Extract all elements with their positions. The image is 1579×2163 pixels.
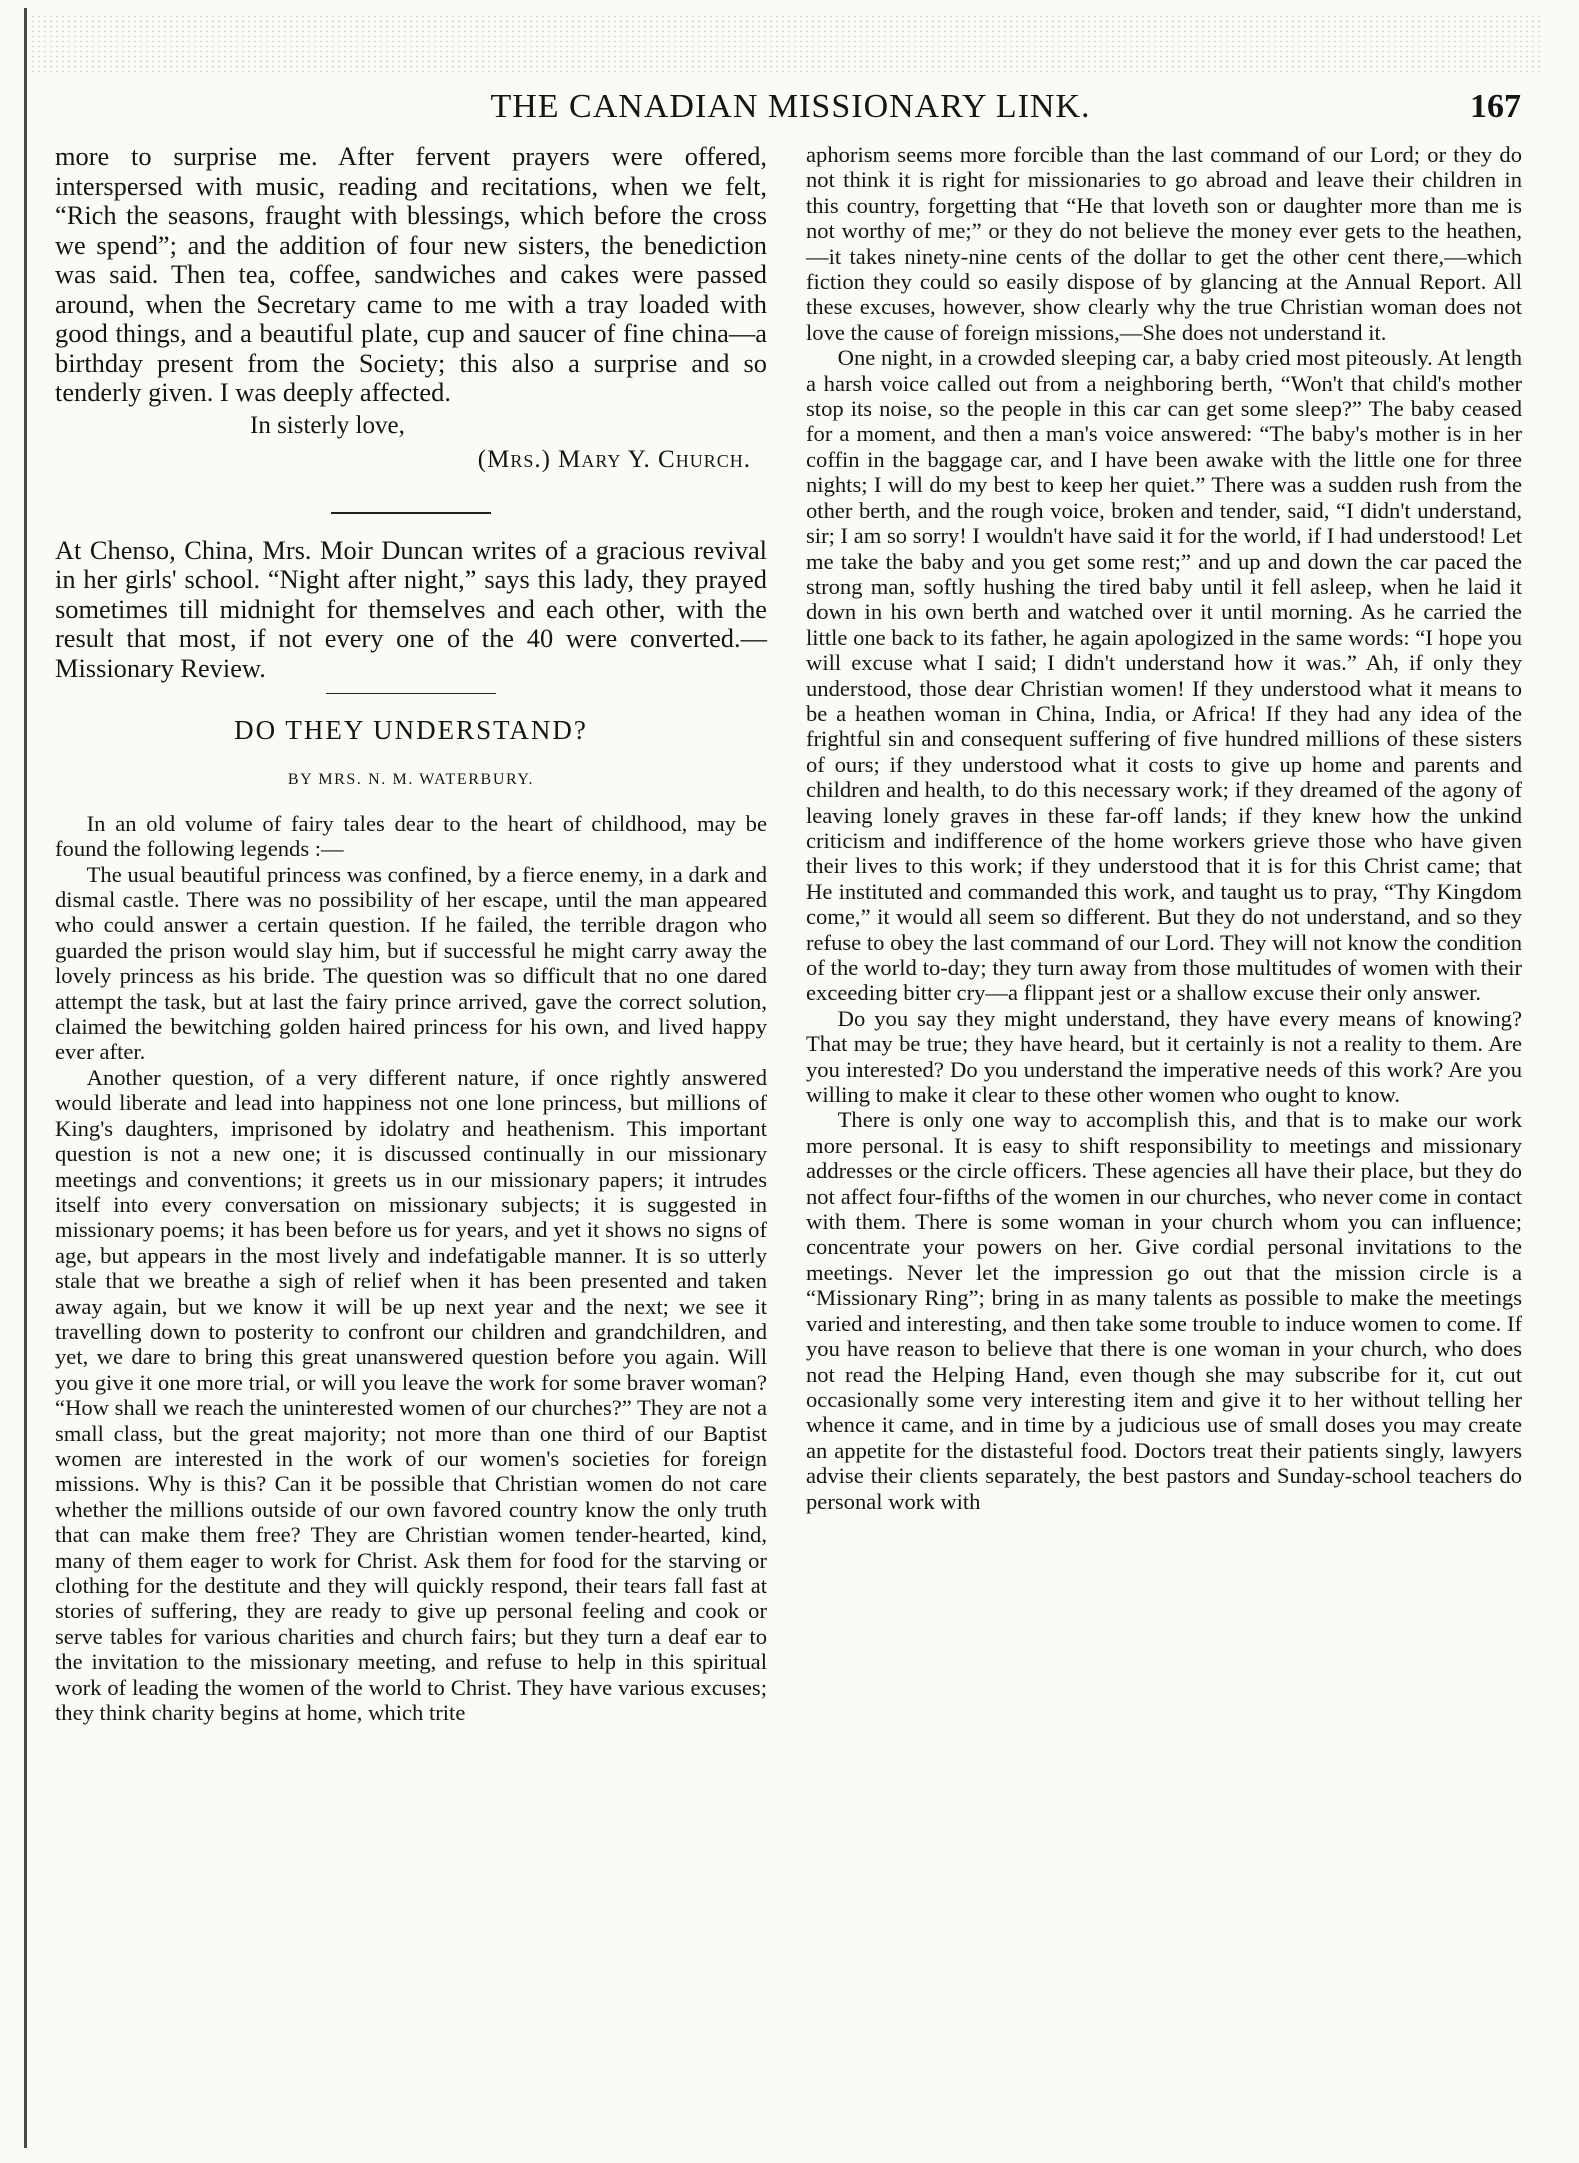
article-paragraph: One night, in a crowded sleeping car, a baby cried most piteously. At length a harsh voice called out from a neighboring berth, “Won't that child's mother stop its noise, so the people in this car can get some sleep?” The baby ceased for a moment, and then a man's voice answered: “The baby's mother is in her coffin in the baggage car, and I have been awake with the little one for three nights; I will do my best to keep her quiet.” There was a sudden rush from the other berth, and the rough voice, broken and tender, said, “I didn't understand, sir; I am so sorry! I wouldn't have said it for the world, if I had understood! Let me take the baby and you get some rest;” and up and down the car paced the strong man, softly hushing the tired baby until it fell asleep, when he laid it down in his own berth and watched over it until morning. As he carried the little one back to its father, he again apologized in the same words: “I hope you will excuse what I said; I didn't understand how it was.” Ah, if only they understood, those dear Christian women! If they understood what it means to be a heathen woman in China, India, or Africa! If they had any idea of the frightful sin and consequent suffering of five hundred millions of these sisters of ours; if they understood what it costs to give up home and parents and children and health, to do this necessary work; if they dreamed of the agony of leaving lonely graves in these far-off lands; if they knew how the unkind criticism and indifference of the home workers grieve those who have given their lives to this work; if they understood that it is for this Christ came; that He instituted and commanded this work, and taught us to pray, “Thy Kingdom come,” it would all seem so different. But they do not understand, and so they refuse to obey the last command of our Lord. They will not know the condition of the world to-day; they turn away from those multitudes of women with their exceeding bitter cry—a flippant jest or a shallow excuse their only answer. — [806, 345, 1522, 1006]
letter-signature: (Mrs.) Mary Y. Church. — [477, 445, 751, 473]
scan-noise — [30, 14, 1540, 74]
article-paragraph: aphorism seems more forcible than the last command of our Lord; or they do not think it is right for missionaries to go abroad and leave their children in this country, forgetting that “He that loveth son or daughter more than me is not worthy of me;” or they do not believe the money ever gets to the heathen,—it takes ninety-nine cents of the dollar to get the other cent there,—which fiction they could so easily dispose of by glancing at the Annual Report. All these excuses, however, show clearly why the true Christian woman does not love the cause of foreign missions,—She does not understand it. — [806, 142, 1522, 345]
scan-edge-line — [24, 8, 27, 2148]
running-header — [60, 88, 1521, 134]
right-column — [806, 142, 1522, 1514]
article-heading: DO THEY UNDERSTAND? — [234, 715, 588, 745]
letter-closing: In sisterly love, — [250, 411, 405, 439]
letter-paragraph: more to surprise me. After fervent prayers were offered, interspersed with music, reading and recitations, when we felt, “Rich the seasons, fraught with blessings, which before the cross we spend”; and the addition of four new sisters, the benediction was said. Then tea, coffee, sandwiches and cakes were passed around, when the Secretary came to me with a tray loaded with good things, and a beautiful plate, cup and saucer of fine china—a birthday present from the Society; this also a surprise and so tenderly given. I was deeply affected. — [55, 141, 767, 407]
left-column — [55, 142, 767, 1725]
article-paragraph: There is only one way to accomplish this, and that is to make our work more personal. It is easy to shift responsibility to meetings and missionary addresses or the circle officers. These agencies all have their place, but they do not affect four-fifths of the women in our churches, who never come in contact with them. There is some woman in your church whom you can influence; concentrate your powers on her. Give cordial personal invitations to the meetings. Never let the impression go out that the mission circle is a “Missionary Ring”; bring in as many talents as possible to make the meetings varied and interesting, and then take some trouble to induce women to come. If you have reason to believe that there is one woman in your church, who does not read the Helping Hand, even though she may subscribe for it, cut out occasionally some very interesting item and give it to her without telling her whence it came, and in time by a judicious use of small doses you may create an appetite for the distasteful food. Doctors treat their patients singly, lawyers advise their clients separately, the best pastors and Sunday-school teachers do personal work with — [806, 1107, 1522, 1514]
section-divider — [326, 693, 496, 694]
periodical-title: THE CANADIAN MISSIONARY LINK. — [490, 88, 1091, 125]
page-number: 167 — [1470, 88, 1521, 125]
chenso-news-paragraph: At Chenso, China, Mrs. Moir Duncan writes of a gracious revival in her girls' school. “Night after night,” says this lady, they prayed sometimes till midnight for themselves and each other, with the result that most, if not every one of the 40 were converted.—Missionary Review. — [55, 534, 767, 683]
article-paragraph: Do you say they might understand, they have every means of knowing? That may be true; they have heard, but it certainly is not a reality to them. Are you interested? Do you understand the imperative needs of this work? Are you willing to make it clear to these other women who ought to know. — [806, 1005, 1522, 1108]
article-paragraph: The usual beautiful princess was confined, by a fierce enemy, in a dark and dismal castle. There was no possibility of her escape, until the man appeared who could answer a certain question. If he failed, the terrible dragon who guarded the prison would slay him, but if successful he might carry away the lovely princess as his bride. The question was so difficult that no one dared attempt the task, but at last the fairy prince arrived, gave the correct solution, claimed the bewitching golden haired princess for his own, and lived happy ever after. — [55, 861, 767, 1065]
article-paragraph: In an old volume of fairy tales dear to the heart of childhood, may be found the following legends :— — [55, 810, 767, 862]
article-paragraph: Another question, of a very different nature, if once rightly answered would liberate and lead into happiness not one lone princess, but millions of King's daughters, imprisoned by idolatry and heathenism. This important question is not a new one; it is discussed continually in our missionary meetings and conventions; it greets us in our missionary papers; it intrudes itself into every conversation on missionary subjects; it is suggested in missionary poems; it has been before us for years, and yet it shows no signs of age, but appears in the most lively and indefatigable manner. It is so utterly stale that we breathe a sigh of relief when it has been presented and taken away again, but we know it will be up next year and the next; we see it travelling down to posterity to confront our children and grandchildren, and yet, we dare to bring this great unanswered question before you again. Will you give it one more trial, or will you leave the work for some braver woman? “How shall we reach the uninterested women of our churches?” They are not a small class, but the great majority; not more than one third of our Baptist women are interested in the work of our women's societies for foreign missions. Why is this? Can it be possible that Christian women do not care whether the millions outside of our own favored country know the only truth that can make them free? They are Christian women tender-hearted, kind, many of them eager to work for Christ. Ask them for food for the starving or clothing for the destitute and they will quickly respond, their tears fall fast at stories of suffering, they are ready to give up personal feeling and cook or serve tables for various charities and church fairs; but they turn a deaf ear to the invitation to the missionary meeting, and refuse to help in this spiritual work of leading the women of the world to Christ. They have various excuses; they think charity begins at home, which trite — [55, 1064, 767, 1726]
article-byline: BY MRS. N. M. WATERBURY. — [287, 771, 535, 789]
section-divider — [331, 512, 491, 514]
